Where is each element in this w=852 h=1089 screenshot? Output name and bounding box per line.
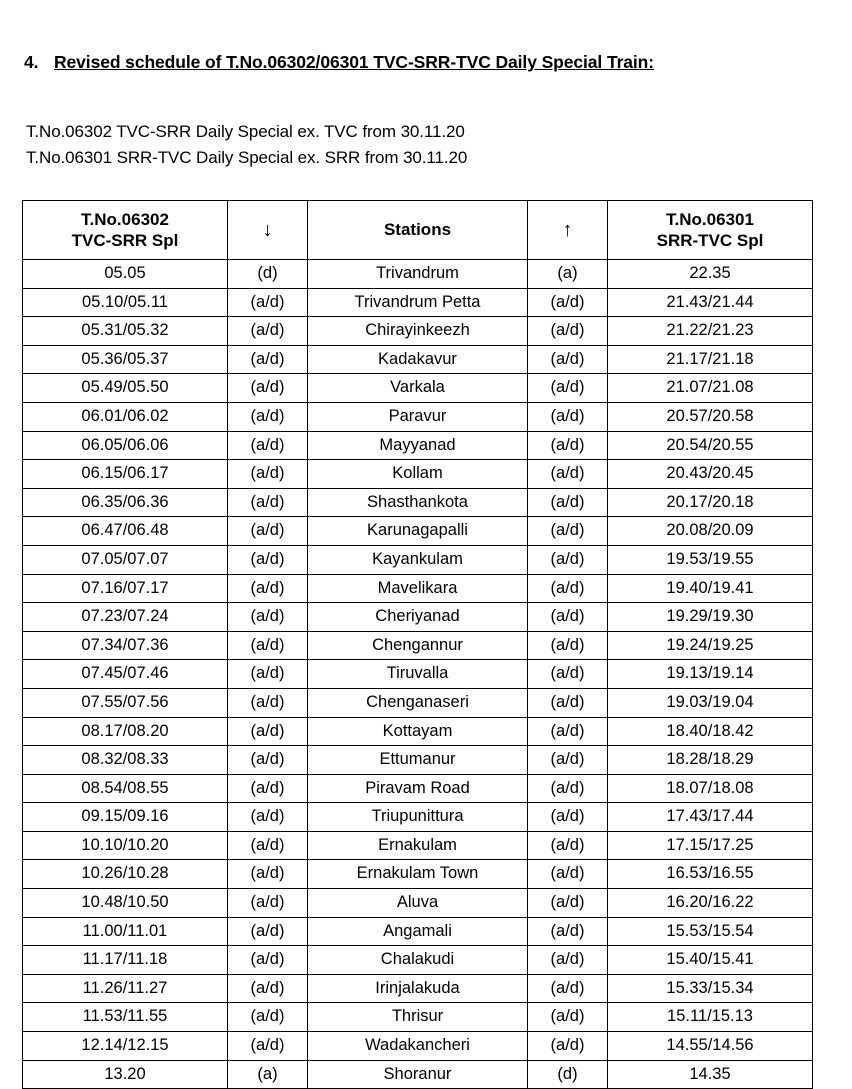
cell-up-time: 20.43/20.45: [608, 460, 813, 489]
header-train-06302: [23, 201, 228, 260]
table-row: [23, 603, 813, 632]
cell-up-time: 14.55/14.56: [608, 1032, 813, 1061]
cell-station: Aluva: [308, 889, 528, 918]
cell-down-ad: (a/d): [228, 974, 308, 1003]
cell-down-ad: (a/d): [228, 288, 308, 317]
cell-up-time: 15.33/15.34: [608, 974, 813, 1003]
cell-down-time: 13.20: [23, 1060, 228, 1089]
arrow-up-icon: ↑: [562, 218, 573, 241]
cell-up-ad: (a/d): [528, 974, 608, 1003]
cell-down-time: 05.36/05.37: [23, 345, 228, 374]
cell-up-time: 18.40/18.42: [608, 717, 813, 746]
cell-down-ad: (a/d): [228, 374, 308, 403]
cell-up-time: 20.17/20.18: [608, 488, 813, 517]
table-row: [23, 402, 813, 431]
cell-up-ad: (a/d): [528, 402, 608, 431]
cell-down-ad: (a/d): [228, 688, 308, 717]
cell-up-time: 20.57/20.58: [608, 402, 813, 431]
header-train-06302-number: T.No.06302: [81, 210, 169, 229]
cell-station: Shasthankota: [308, 488, 528, 517]
cell-up-ad: (a): [528, 260, 608, 289]
cell-up-ad: (a/d): [528, 889, 608, 918]
cell-down-time: 06.01/06.02: [23, 402, 228, 431]
cell-down-ad: (a/d): [228, 488, 308, 517]
cell-station: Trivandrum Petta: [308, 288, 528, 317]
cell-down-time: 05.31/05.32: [23, 317, 228, 346]
table-row: [23, 660, 813, 689]
cell-down-ad: (a/d): [228, 860, 308, 889]
cell-up-ad: (a/d): [528, 374, 608, 403]
cell-station: Piravam Road: [308, 774, 528, 803]
cell-down-time: 09.15/09.16: [23, 803, 228, 832]
train-note-06302: T.No.06302 TVC-SRR Daily Special ex. TVC from 30.11.20: [26, 122, 465, 141]
schedule-table-wrapper: [22, 200, 812, 1089]
cell-up-time: 17.15/17.25: [608, 831, 813, 860]
cell-down-time: 11.53/11.55: [23, 1003, 228, 1032]
cell-up-ad: (a/d): [528, 946, 608, 975]
cell-station: Trivandrum: [308, 260, 528, 289]
cell-down-ad: (a): [228, 1060, 308, 1089]
table-row: [23, 803, 813, 832]
cell-station: Chengannur: [308, 631, 528, 660]
cell-up-ad: (a/d): [528, 1003, 608, 1032]
table-row: [23, 860, 813, 889]
cell-station: Wadakancheri: [308, 1032, 528, 1061]
cell-up-time: 20.54/20.55: [608, 431, 813, 460]
header-train-06301-name: SRR-TVC Spl: [656, 231, 764, 250]
cell-up-time: 16.53/16.55: [608, 860, 813, 889]
cell-up-ad: (a/d): [528, 345, 608, 374]
cell-down-ad: (a/d): [228, 545, 308, 574]
cell-up-ad: (a/d): [528, 545, 608, 574]
cell-up-ad: (d): [528, 1060, 608, 1089]
cell-up-time: 19.13/19.14: [608, 660, 813, 689]
cell-up-ad: (a/d): [528, 746, 608, 775]
cell-down-time: 08.17/08.20: [23, 717, 228, 746]
cell-down-time: 06.05/06.06: [23, 431, 228, 460]
table-row: [23, 317, 813, 346]
cell-up-time: 18.28/18.29: [608, 746, 813, 775]
table-row: [23, 631, 813, 660]
cell-down-ad: (a/d): [228, 460, 308, 489]
cell-up-time: 21.43/21.44: [608, 288, 813, 317]
cell-down-ad: (a/d): [228, 889, 308, 918]
cell-up-ad: (a/d): [528, 803, 608, 832]
table-row: [23, 574, 813, 603]
cell-up-ad: (a/d): [528, 488, 608, 517]
cell-up-time: 19.53/19.55: [608, 545, 813, 574]
cell-down-time: 06.35/06.36: [23, 488, 228, 517]
cell-up-time: 16.20/16.22: [608, 889, 813, 918]
cell-down-ad: (a/d): [228, 803, 308, 832]
cell-station: Irinjalakuda: [308, 974, 528, 1003]
cell-down-time: 11.26/11.27: [23, 974, 228, 1003]
cell-down-time: 07.55/07.56: [23, 688, 228, 717]
header-train-06302-name: TVC-SRR Spl: [71, 231, 179, 250]
cell-down-time: 10.26/10.28: [23, 860, 228, 889]
table-row: [23, 774, 813, 803]
cell-down-time: 10.48/10.50: [23, 889, 228, 918]
cell-up-ad: (a/d): [528, 660, 608, 689]
cell-down-ad: (a/d): [228, 431, 308, 460]
cell-up-time: 21.22/21.23: [608, 317, 813, 346]
cell-up-time: 19.03/19.04: [608, 688, 813, 717]
cell-station: Triupunittura: [308, 803, 528, 832]
cell-station: Chenganaseri: [308, 688, 528, 717]
cell-down-ad: (a/d): [228, 717, 308, 746]
header-stations: Stations: [308, 201, 528, 260]
table-row: [23, 545, 813, 574]
table-row: [23, 889, 813, 918]
table-row: [23, 345, 813, 374]
cell-station: Kayankulam: [308, 545, 528, 574]
cell-down-ad: (a/d): [228, 917, 308, 946]
cell-up-ad: (a/d): [528, 774, 608, 803]
cell-down-ad: (a/d): [228, 402, 308, 431]
section-heading: [24, 52, 842, 73]
cell-up-ad: (a/d): [528, 288, 608, 317]
cell-station: Paravur: [308, 402, 528, 431]
cell-up-ad: (a/d): [528, 831, 608, 860]
cell-up-time: 22.35: [608, 260, 813, 289]
schedule-table: [22, 200, 813, 1089]
header-up-direction: [528, 201, 608, 260]
cell-down-time: 08.54/08.55: [23, 774, 228, 803]
cell-up-ad: (a/d): [528, 317, 608, 346]
table-header-row: [23, 201, 813, 260]
table-row: [23, 1032, 813, 1061]
cell-down-time: 05.05: [23, 260, 228, 289]
cell-up-ad: (a/d): [528, 631, 608, 660]
cell-station: Chalakudi: [308, 946, 528, 975]
cell-down-time: 12.14/12.15: [23, 1032, 228, 1061]
cell-down-ad: (a/d): [228, 574, 308, 603]
cell-down-time: 07.05/07.07: [23, 545, 228, 574]
cell-station: Tiruvalla: [308, 660, 528, 689]
cell-up-ad: (a/d): [528, 517, 608, 546]
cell-down-ad: (a/d): [228, 1032, 308, 1061]
cell-up-time: 15.40/15.41: [608, 946, 813, 975]
cell-down-ad: (a/d): [228, 517, 308, 546]
cell-up-time: 19.24/19.25: [608, 631, 813, 660]
cell-station: Cheriyanad: [308, 603, 528, 632]
cell-up-ad: (a/d): [528, 603, 608, 632]
cell-up-ad: (a/d): [528, 1032, 608, 1061]
cell-up-time: 15.53/15.54: [608, 917, 813, 946]
cell-down-ad: (a/d): [228, 631, 308, 660]
cell-station: Varkala: [308, 374, 528, 403]
cell-down-time: 06.47/06.48: [23, 517, 228, 546]
cell-station: Chirayinkeezh: [308, 317, 528, 346]
arrow-down-icon: ↓: [262, 218, 273, 241]
cell-up-time: 18.07/18.08: [608, 774, 813, 803]
table-row: [23, 974, 813, 1003]
cell-down-time: 11.00/11.01: [23, 917, 228, 946]
cell-up-time: 20.08/20.09: [608, 517, 813, 546]
table-row: [23, 1060, 813, 1089]
cell-up-ad: (a/d): [528, 688, 608, 717]
header-train-06301-number: T.No.06301: [666, 210, 754, 229]
table-row: [23, 688, 813, 717]
cell-down-time: 08.32/08.33: [23, 746, 228, 775]
table-row: [23, 431, 813, 460]
cell-down-time: 05.10/05.11: [23, 288, 228, 317]
cell-up-time: 19.29/19.30: [608, 603, 813, 632]
cell-up-ad: (a/d): [528, 431, 608, 460]
table-row: [23, 917, 813, 946]
table-row: [23, 831, 813, 860]
cell-up-time: 14.35: [608, 1060, 813, 1089]
section-title: Revised schedule of T.No.06302/06301 TVC-SRR-TVC Daily Special Train:: [54, 52, 654, 72]
cell-down-time: 10.10/10.20: [23, 831, 228, 860]
cell-down-ad: (a/d): [228, 746, 308, 775]
cell-down-time: 11.17/11.18: [23, 946, 228, 975]
cell-station: Angamali: [308, 917, 528, 946]
cell-station: Karunagapalli: [308, 517, 528, 546]
cell-up-ad: (a/d): [528, 860, 608, 889]
cell-station: Thrisur: [308, 1003, 528, 1032]
cell-station: Ernakulam: [308, 831, 528, 860]
cell-down-ad: (d): [228, 260, 308, 289]
cell-down-ad: (a/d): [228, 317, 308, 346]
cell-down-time: 06.15/06.17: [23, 460, 228, 489]
cell-station: Kottayam: [308, 717, 528, 746]
table-row: [23, 717, 813, 746]
cell-station: Ernakulam Town: [308, 860, 528, 889]
section-number: 4.: [24, 52, 39, 72]
table-row: [23, 946, 813, 975]
schedule-table-body: [23, 260, 813, 1089]
cell-down-time: 07.23/07.24: [23, 603, 228, 632]
cell-down-ad: (a/d): [228, 345, 308, 374]
header-down-direction: [228, 201, 308, 260]
header-train-06301: [608, 201, 813, 260]
cell-station: Kadakavur: [308, 345, 528, 374]
cell-station: Mavelikara: [308, 574, 528, 603]
train-note-06301: T.No.06301 SRR-TVC Daily Special ex. SRR from 30.11.20: [26, 148, 468, 167]
cell-up-time: 19.40/19.41: [608, 574, 813, 603]
table-row: [23, 517, 813, 546]
cell-up-ad: (a/d): [528, 460, 608, 489]
cell-down-ad: (a/d): [228, 946, 308, 975]
cell-down-time: 07.45/07.46: [23, 660, 228, 689]
cell-up-ad: (a/d): [528, 717, 608, 746]
table-row: [23, 288, 813, 317]
cell-down-time: 07.34/07.36: [23, 631, 228, 660]
table-row: [23, 488, 813, 517]
cell-down-ad: (a/d): [228, 774, 308, 803]
table-row: [23, 374, 813, 403]
cell-up-time: 17.43/17.44: [608, 803, 813, 832]
table-row: [23, 746, 813, 775]
cell-up-time: 15.11/15.13: [608, 1003, 813, 1032]
cell-down-time: 07.16/07.17: [23, 574, 228, 603]
cell-station: Kollam: [308, 460, 528, 489]
cell-down-ad: (a/d): [228, 1003, 308, 1032]
cell-up-ad: (a/d): [528, 917, 608, 946]
table-row: [23, 1003, 813, 1032]
table-row: [23, 260, 813, 289]
cell-down-ad: (a/d): [228, 831, 308, 860]
cell-station: Ettumanur: [308, 746, 528, 775]
cell-station: Mayyanad: [308, 431, 528, 460]
cell-up-time: 21.17/21.18: [608, 345, 813, 374]
cell-down-ad: (a/d): [228, 660, 308, 689]
cell-up-ad: (a/d): [528, 574, 608, 603]
cell-up-time: 21.07/21.08: [608, 374, 813, 403]
cell-down-time: 05.49/05.50: [23, 374, 228, 403]
cell-down-ad: (a/d): [228, 603, 308, 632]
table-row: [23, 460, 813, 489]
cell-station: Shoranur: [308, 1060, 528, 1089]
